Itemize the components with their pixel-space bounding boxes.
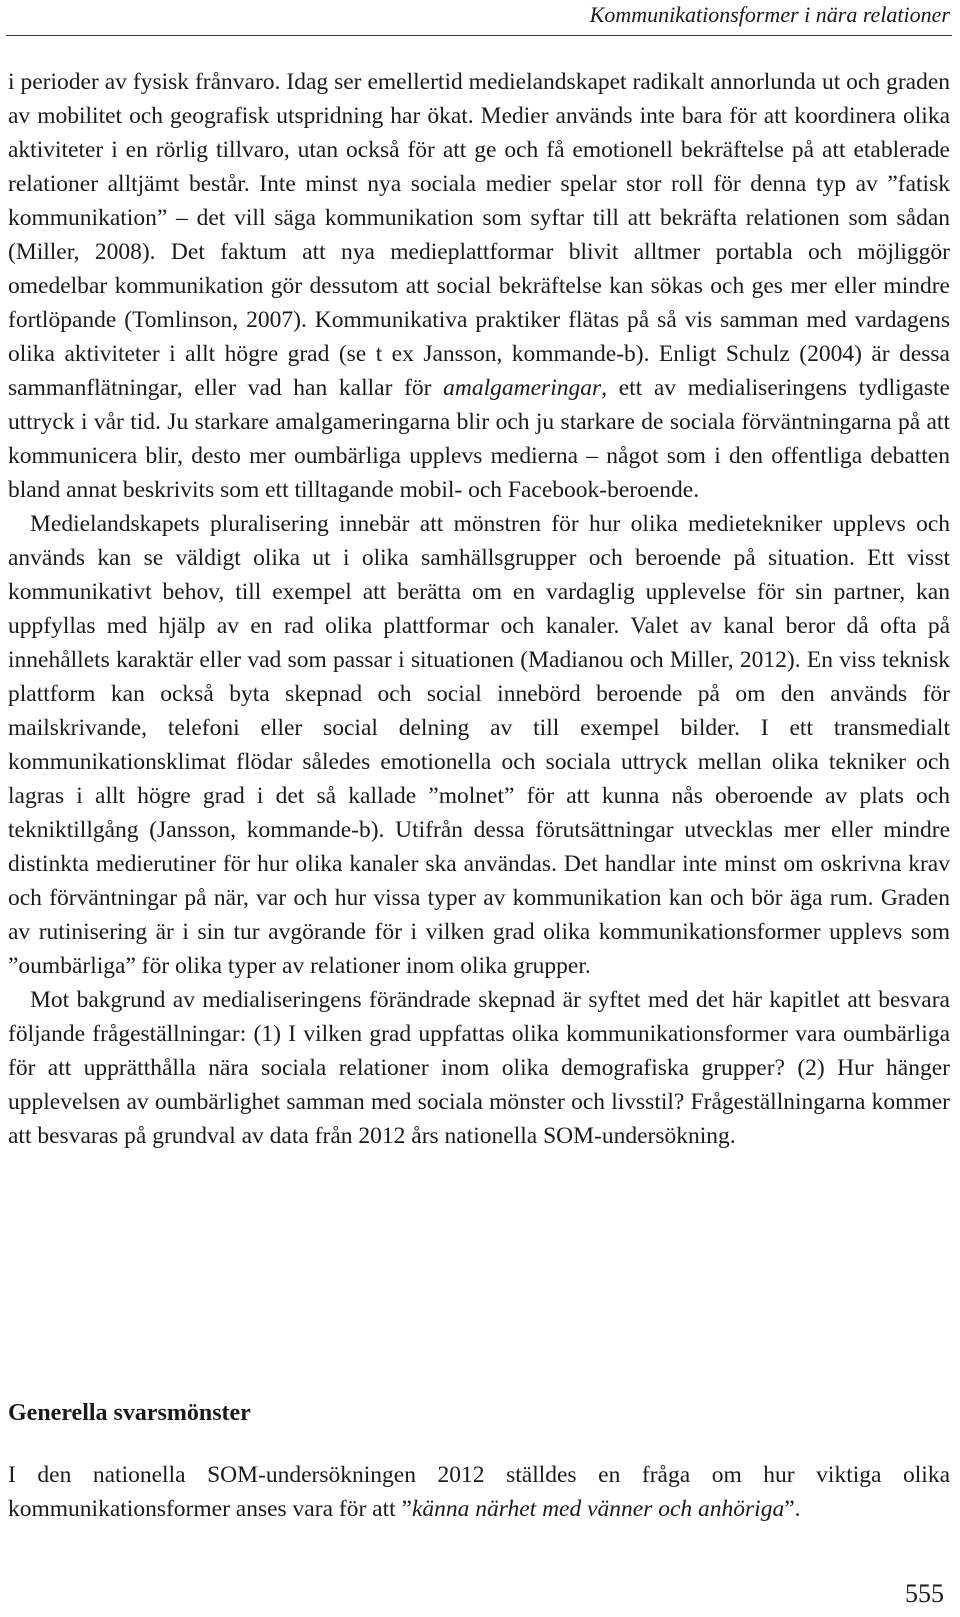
paragraph-1: [8, 65, 950, 507]
paragraph-1-before: i perioder av fysisk frånvaro. Idag ser emellertid medielandskapet radikalt annorlunda ut och graden av mobilitet och geografisk utspridning har ökat. Medier används inte bara för att koordinera olika aktiviteter i en rörlig tillvaro, utan också för att ge och få emotionell bekräftelse på att etablerade relationer alltjämt består. Inte minst nya sociala medier spelar stor roll för denna typ av ”fatisk kommunikation” – det vill säga kommunikation som syftar till att bekräfta relationen som sådan (Miller, 2008). Det faktum att nya medieplattformar blivit alltmer portabla och möjliggör omedelbar kommunikation gör dessutom att social bekräftelse kan sökas och ges mer eller mindre fortlöpande (Tomlinson, 2007). Kommunikativa praktiker flätas på så vis samman med vardagens olika aktiviteter i allt högre grad (se t ex Jansson, kommande-b). Enligt Schulz (2004) är dessa sammanflätningar, eller vad han kallar för: [8, 69, 950, 401]
paragraph-1-after: , ett av medialiseringens tydligaste uttryck i vår tid. Ju starkare amalgameringarna blir och ju starkare de sociala förväntningarna på att kommunicera blir, desto mer oumbärliga upplevs medierna – något som i den offentliga debatten bland annat beskrivits som ett tilltagande mobil- och Facebook-beroende.: [8, 375, 950, 503]
section-text-before: I den nationella SOM-undersökningen 2012 ställdes en fråga om hur viktiga olika kommunikationsformer anses vara för att ”: [8, 1462, 950, 1522]
paragraph-1-emphasis: amalgameringar: [443, 375, 602, 401]
paragraph-3: Mot bakgrund av medialiseringens förändrade skepnad är syftet med det här kapitlet att besvara följande frågeställningar: (1) I vilken grad uppfattas olika kommunikationsformer vara oumbärliga för att upprätthålla nära sociala relationer inom olika demografiska grupper? (2) Hur hänger upplevelsen av oumbärlighet samman med sociala mönster och livsstil? Frågeställningarna kommer att besvaras på grundval av data från 2012 års nationella SOM-undersökning.: [8, 987, 950, 1149]
body-text: [8, 65, 950, 1153]
section-heading: Generella svarsmönster: [8, 1400, 251, 1426]
paragraph-2: Medielandskapets pluralisering innebär att mönstren för hur olika medietekniker upplevs och används kan se väldigt olika ut i olika samhällsgrupper och beroende på situation. Ett visst kommunikativt behov, till exempel att berätta om en vardaglig upplevelse för sin partner, kan uppfyllas med hjälp av en rad olika plattformar och kanaler. Valet av kanal beror då ofta på innehållets karaktär eller vad som passar i situationen (Madianou och Miller, 2012). En viss teknisk plattform kan också byta skepnad och social innebörd beroende på om den används för mailskrivande, telefoni eller social delning av till exempel bilder. I ett transmedialt kommunikationsklimat flödar således emotionella och sociala uttryck mellan olika tekniker och lagras i allt högre grad i det så kallade ”molnet” för att kunna nås oberoende av plats och tekniktillgång (Jansson, kommande-b). Utifrån dessa förutsättningar utvecklas mer eller mindre distinkta medierutiner för hur olika kanaler ska användas. Det handlar inte minst om oskrivna krav och förväntningar på när, var och hur vissa typer av kommunikation kan och bör äga rum. Graden av rutinisering är i sin tur avgörande för i vilken grad olika kommunikationsformer upplevs som ”oumbärliga” för olika typer av relationer inom olika grupper.: [8, 511, 950, 979]
page-number: 555: [905, 1579, 944, 1608]
section-paragraph: [8, 1458, 950, 1526]
running-header: [6, 0, 952, 36]
section-text-after: ”.: [784, 1496, 801, 1522]
running-title: Kommunikationsformer i nära relationer: [589, 2, 950, 27]
section-text-emphasis: känna närhet med vänner och anhöriga: [411, 1496, 785, 1522]
